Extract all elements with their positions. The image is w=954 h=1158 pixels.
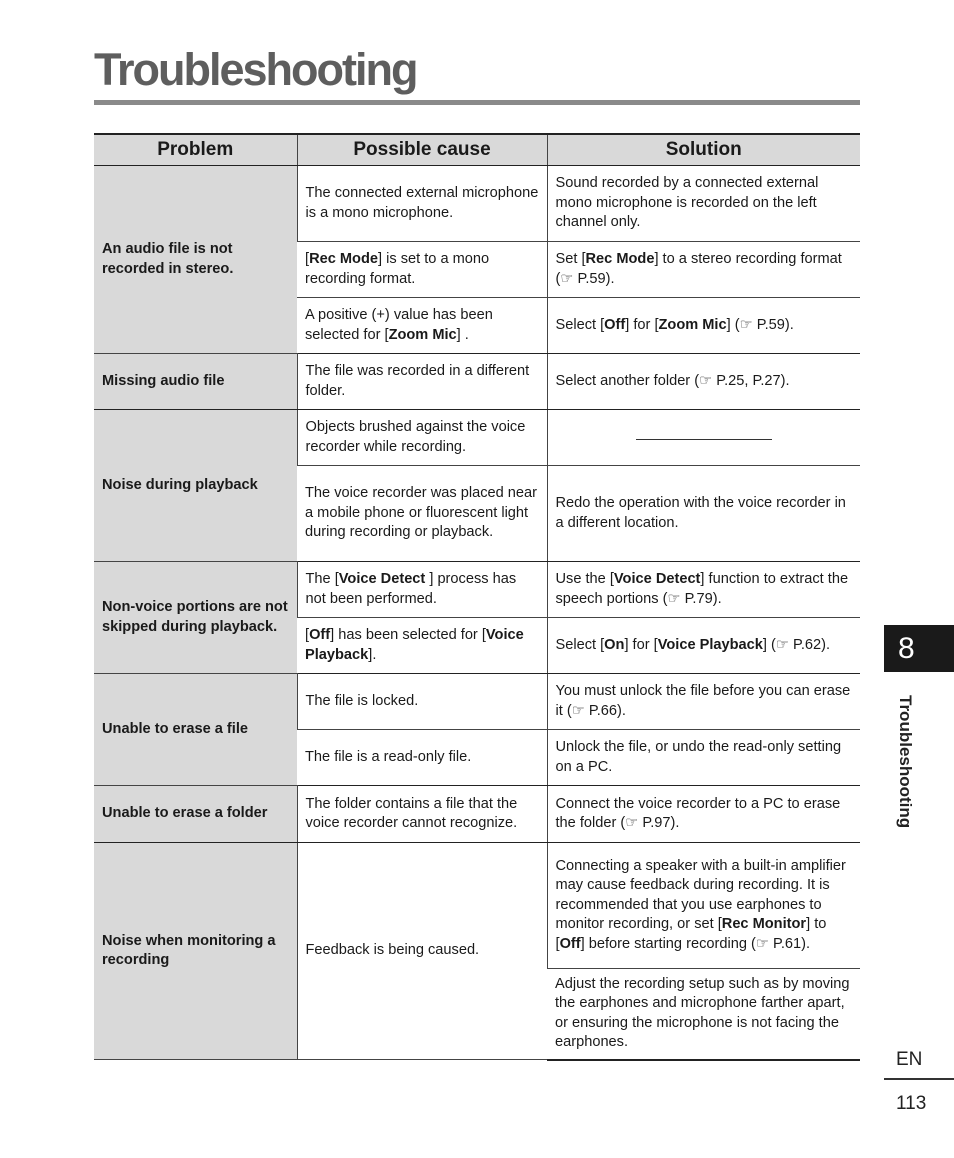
problem-cell: Unable to erase a folder [94,786,297,843]
page-title: Troubleshooting [94,40,860,105]
solution-cell: Redo the operation with the voice recorder in a different location. [547,466,860,562]
cause-cell: The file was recorded in a different folder. [297,354,547,410]
table-row [94,786,860,843]
solution-cell: You must unlock the file before you can erase it (☞ P.66). [547,674,860,730]
table-row [94,843,860,969]
cause-cell: The [Voice Detect ] process has not been performed. [297,562,547,618]
header-problem: Problem [94,134,297,166]
cause-cell: The connected external microphone is a mono microphone. [297,166,547,242]
chapter-tab: 8 [884,625,954,672]
solution-cell-blank [547,410,860,466]
cause-cell: The voice recorder was placed near a mobile phone or fluorescent light during recording or playback. [297,466,547,562]
table-row [94,354,860,410]
solution-cell: Connecting a speaker with a built-in amplifier may cause feedback during recording. It is recommended that you use earphones to monitor recording, or set [Rec Monitor] to [Off] before starting recording (☞ P.61). [547,843,860,969]
problem-cell: Missing audio file [94,354,297,410]
cause-cell: The file is locked. [297,674,547,730]
blank-line [636,439,772,440]
problem-cell: Unable to erase a file [94,674,297,786]
cause-cell: [Rec Mode] is set to a mono recording format. [297,242,547,298]
solution-cell: Set [Rec Mode] to a stereo recording format (☞ P.59). [547,242,860,298]
problem-cell: Noise when monitoring a recording [94,843,297,1060]
header-solution: Solution [547,134,860,166]
solution-cell: Use the [Voice Detect] function to extract the speech portions (☞ P.79). [547,562,860,618]
table-header-row [94,134,860,166]
solution-cell: Select [Off] for [Zoom Mic] (☞ P.59). [547,298,860,354]
cause-cell: A positive (+) value has been selected for [Zoom Mic] . [297,298,547,354]
solution-cell: Sound recorded by a connected external mono microphone is recorded on the left channel only. [547,166,860,242]
language-label: EN [884,1048,954,1080]
problem-cell: Noise during playback [94,410,297,562]
table-row [94,166,860,242]
cause-cell: Objects brushed against the voice recorder while recording. [297,410,547,466]
cause-cell: The folder contains a file that the voice recorder cannot recognize. [297,786,547,843]
solution-cell: Connect the voice recorder to a PC to erase the folder (☞ P.97). [547,786,860,843]
solution-cell: Adjust the recording setup such as by moving the earphones and microphone farther apart, or ensuring the microphone is not facing the earphones. [547,969,860,1060]
problem-cell: Non-voice portions are not skipped during playback. [94,562,297,674]
cause-cell: Feedback is being caused. [297,843,547,1060]
table-row [94,410,860,466]
solution-cell: Select another folder (☞ P.25, P.27). [547,354,860,410]
page-number: 113 [896,1093,927,1114]
problem-cell: An audio file is not recorded in stereo. [94,166,297,354]
table-row [94,562,860,618]
solution-cell: Unlock the file, or undo the read-only setting on a PC. [547,730,860,786]
chapter-label: Troubleshooting [896,695,915,829]
table-row [94,674,860,730]
header-possible-cause: Possible cause [297,134,547,166]
solution-cell: Select [On] for [Voice Playback] (☞ P.62). [547,618,860,674]
cause-cell: The file is a read-only file. [297,730,547,786]
troubleshooting-table [94,133,860,1061]
cause-cell: [Off] has been selected for [Voice Playback]. [297,618,547,674]
